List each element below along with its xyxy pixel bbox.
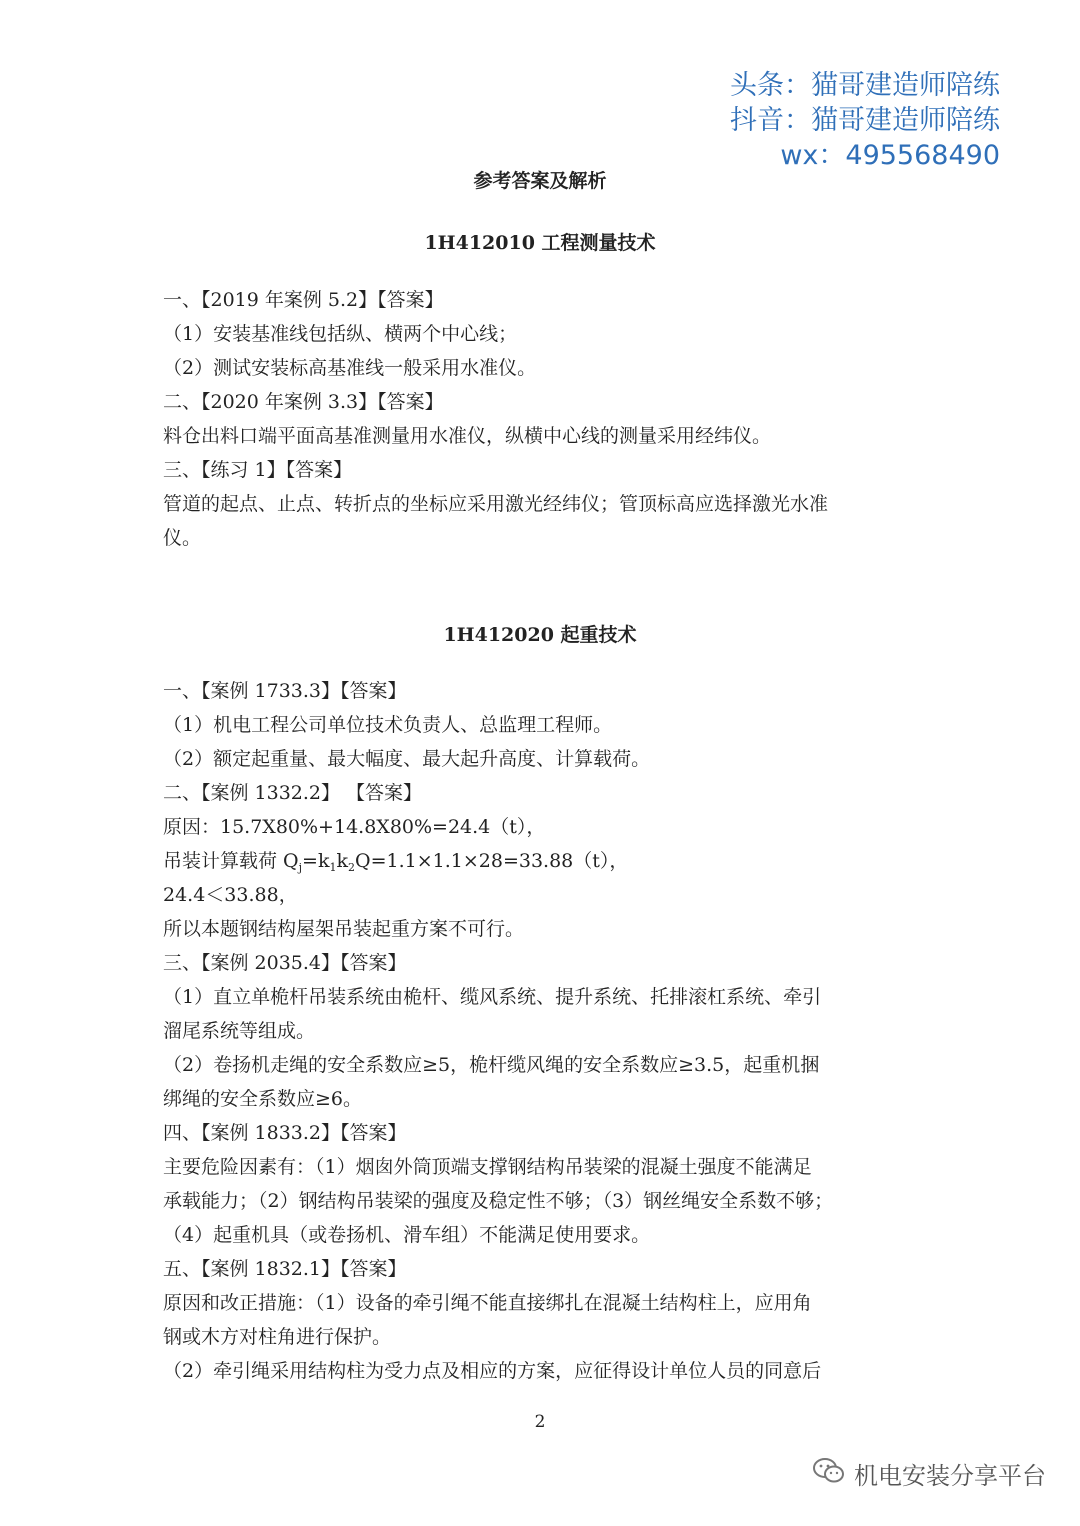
text-line: （1）直立单桅杆吊装系统由桅杆、缆风系统、提升系统、托排滚杠系统、牵引: [163, 986, 822, 1008]
text-line: 原因和改正措施：（1）设备的牵引绳不能直接绑扎在混凝土结构柱上，应用角: [163, 1292, 812, 1314]
text-line: 所以本题钢结构屋架吊装起重方案不可行。: [163, 918, 525, 940]
formula-subscript: j: [298, 861, 303, 874]
text-line: （4）起重机具（或卷扬机、滑车组）不能满足使用要求。: [163, 1224, 651, 1246]
formula-part: =k: [302, 850, 330, 872]
text-line: 三、【练习 1】【答案】: [163, 459, 353, 481]
text-line: 五、【案例 1832.1】【答案】: [163, 1258, 407, 1280]
watermark-line-2: 抖音：猫哥建造师陪练: [730, 105, 1000, 136]
text-line: 主要危险因素有：（1）烟囱外筒顶端支撑钢结构吊装梁的混凝土强度不能满足: [163, 1156, 812, 1178]
text-line: 24.4＜33.88，: [163, 884, 298, 906]
text-line: （1）机电工程公司单位技术负责人、总监理工程师。: [163, 714, 613, 736]
watermark: [730, 68, 1000, 173]
wechat-icon: [812, 1457, 854, 1491]
text-line: 承载能力；（2）钢结构吊装梁的强度及稳定性不够；（3）钢丝绳安全系数不够；: [163, 1190, 834, 1212]
page-number: 2: [534, 1412, 546, 1432]
text-line: 二、【2020 年案例 3.3】【答案】: [163, 391, 444, 413]
text-line: 管道的起点、止点、转折点的坐标应采用激光经纬仪；管顶标高应选择激光水准: [163, 493, 829, 515]
text-line: 溜尾系统等组成。: [163, 1020, 316, 1042]
watermark-line-1: 头条：猫哥建造师陪练: [730, 70, 1000, 101]
text-line: 原因：15.7X80%+14.8X80%=24.4（t），: [163, 816, 546, 838]
formula-subscript: 2: [348, 861, 355, 874]
formula-part: Q=1.1×1.1×28=33.88（t），: [355, 850, 629, 872]
text-line: （2）卷扬机走绳的安全系数应≥5，桅杆缆风绳的安全系数应≥3.5，起重机捆: [163, 1054, 820, 1076]
text-line: 料仓出料口端平面高基准测量用水准仪，纵横中心线的测量采用经纬仪。: [163, 425, 772, 447]
footer-account: [812, 1456, 1046, 1491]
section-1-title: 1H412010 工程测量技术: [424, 232, 656, 254]
text-line: 仪。: [163, 527, 202, 549]
formula-line: [163, 844, 923, 878]
text-line: （2）测试安装标高基准线一般采用水准仪。: [163, 357, 537, 379]
text-line: （1）安装基准线包括纵、横两个中心线；: [163, 323, 518, 345]
section-1-body: [163, 283, 923, 555]
formula-part: 吊装计算载荷 Q: [163, 850, 299, 872]
formula-subscript: 1: [329, 861, 337, 874]
section-2-title: 1H412020 起重技术: [443, 624, 637, 646]
watermark-line-3: wx：495568490: [780, 140, 1000, 171]
footer-label: 机电安装分享平台: [854, 1462, 1046, 1490]
text-line: 二、【案例 1332.2】 【答案】: [163, 782, 423, 804]
text-line: 绑绳的安全系数应≥6。: [163, 1088, 363, 1110]
text-line: 一、【2019 年案例 5.2】【答案】: [163, 289, 444, 311]
text-line: 四、【案例 1833.2】【答案】: [163, 1122, 407, 1144]
formula-part: k: [336, 850, 348, 872]
text-line: 钢或木方对柱角进行保护。: [163, 1326, 392, 1348]
section-2-body: [163, 674, 923, 1388]
text-line: （2）额定起重量、最大幅度、最大起升高度、计算载荷。: [163, 748, 651, 770]
text-line: 三、【案例 2035.4】【答案】: [163, 952, 407, 974]
text-line: （2）牵引绳采用结构柱为受力点及相应的方案，应征得设计单位人员的同意后: [163, 1360, 822, 1382]
document-title: 参考答案及解析: [473, 170, 607, 192]
text-line: 一、【案例 1733.3】【答案】: [163, 680, 407, 702]
